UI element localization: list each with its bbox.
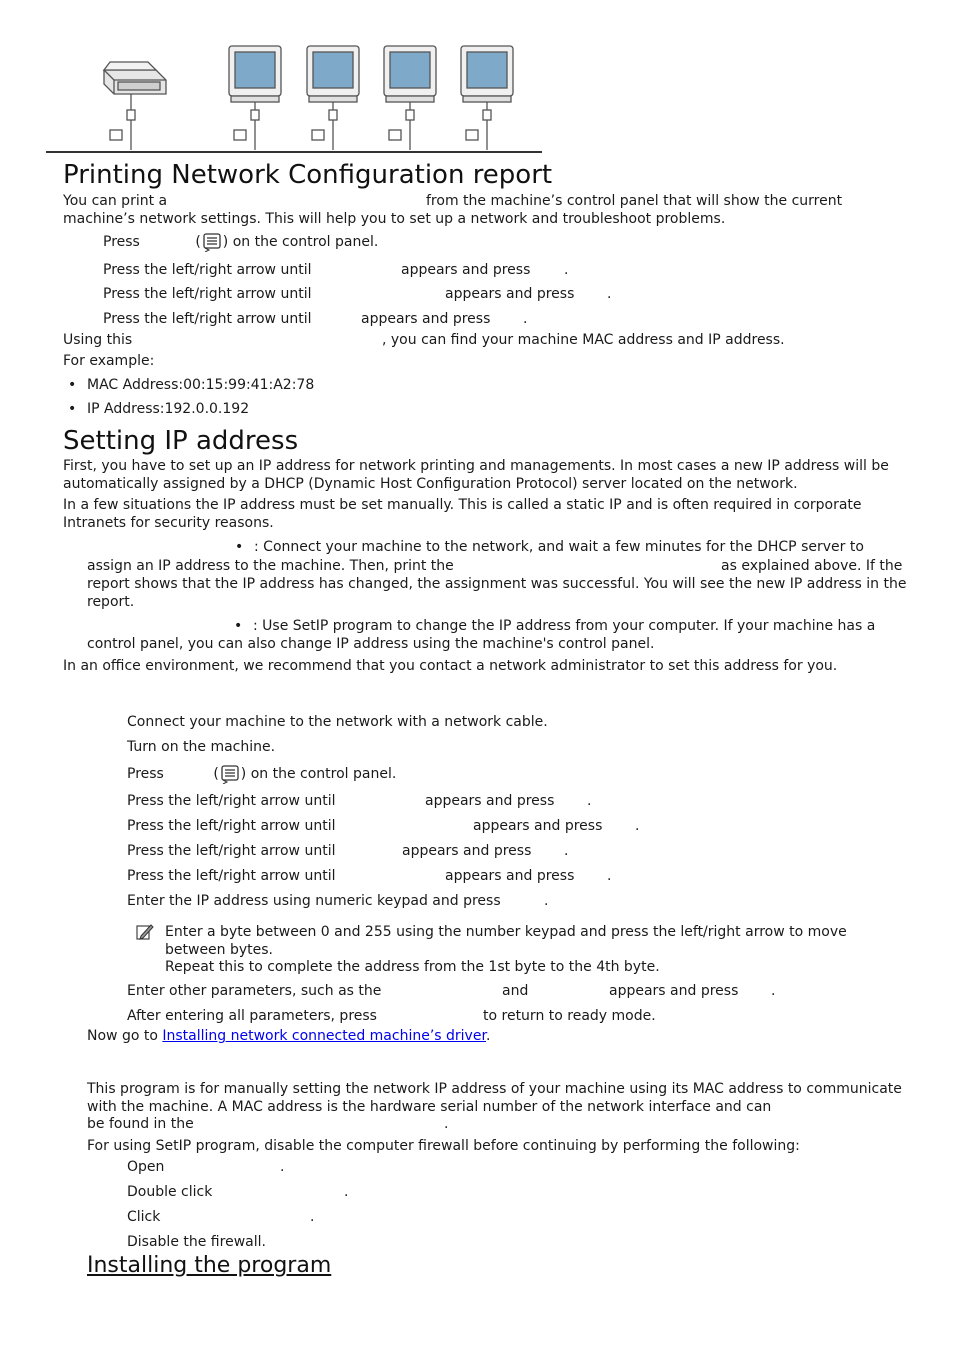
cp-step-other-params-period: . — [771, 983, 776, 999]
cp-step-connect: Connect your machine to the network with a network cable. — [127, 714, 548, 730]
cp-step-other-params-appears: appears and press — [609, 983, 739, 999]
cp-step-arrow-3-period: . — [564, 843, 569, 859]
cp-step-arrow-4: Press the left/right arrow until — [127, 868, 336, 884]
note-text-repeat: Repeat this to complete the address from the 1st byte to the 4th byte. — [165, 959, 660, 975]
using-this-b: , you can find your machine MAC address and IP address. — [382, 332, 785, 348]
note-pencil-icon — [136, 923, 154, 941]
cp-step-arrow-4-period: . — [607, 868, 612, 884]
firewall-step-open: Open — [127, 1159, 165, 1175]
menu-button-icon — [201, 232, 223, 252]
firewall-step-click-period: . — [310, 1209, 315, 1225]
firewall-step-open-period: . — [280, 1159, 285, 1175]
using-this-a: Using this — [63, 332, 133, 348]
network-diagram-illustration — [44, 40, 544, 156]
cp-step-arrow-1-appears: appears and press — [425, 793, 555, 809]
cp-step-other-params-and: and — [502, 983, 529, 999]
cp-step-arrow-3: Press the left/right arrow until — [127, 843, 336, 859]
setip-paragraph-2: For using SetIP program, disable the computer firewall before continuing by performing the following: — [87, 1138, 800, 1154]
example-mac-address: • MAC Address:00:15:99:41:A2:78 — [87, 377, 314, 395]
driver-install-link[interactable]: Installing network connected machine’s driver — [162, 1028, 486, 1044]
setting-ip-paragraph-1: First, you have to set up an IP address for network printing and managements. In most cases a new IP address will be automatically assigned by a DHCP (Dynamic Host Configuration Protocol) server located on the network. — [63, 458, 889, 492]
cp-step-arrow-2-appears: appears and press — [473, 818, 603, 834]
setip-paragraph-1: This program is for manually setting the network IP address of your machine using its MAC address to communicate with the machine. A MAC address is the hardware serial number of the network interface and can — [87, 1081, 902, 1115]
cp-step-arrow-1: Press the left/right arrow until — [127, 793, 336, 809]
computer-monitor-icon-4 — [461, 46, 513, 102]
setip-paragraph-1-end: be found in the — [87, 1116, 194, 1132]
dhcp-bullet-line-2a: assign an IP address to the machine. Then, print the — [87, 558, 454, 574]
report-step-3-appears: appears and press — [445, 286, 575, 302]
cp-step-enter-ip: Enter the IP address using numeric keypad and press — [127, 893, 501, 909]
report-step-2-period: . — [564, 262, 569, 278]
report-step-3-prefix: Press the left/right arrow until — [103, 286, 312, 302]
report-step-4-prefix: Press the left/right arrow until — [103, 311, 312, 327]
intro-text-a: You can print a — [63, 193, 168, 209]
for-example-label: For example: — [63, 353, 155, 369]
cp-step-other-params-a: Enter other parameters, such as the — [127, 983, 382, 999]
menu-button-icon — [219, 764, 241, 784]
cp-step-arrow-2: Press the left/right arrow until — [127, 818, 336, 834]
cp-step-enter-ip-period: . — [544, 893, 549, 909]
report-step-2-prefix: Press the left/right arrow until — [103, 262, 312, 278]
dhcp-bullet-line-1: • : Connect your machine to the network, and wait a few minutes for the DHCP server to — [87, 539, 864, 557]
report-step-3-period: . — [607, 286, 612, 302]
computer-monitor-icon-2 — [307, 46, 359, 102]
report-step-4-appears: appears and press — [361, 311, 491, 327]
cp-step-press-menu: Press ( ) on the control panel. — [127, 766, 397, 782]
computer-monitor-icon-1 — [229, 46, 281, 102]
computer-monitor-icon-3 — [384, 46, 436, 102]
report-step-1: Press ( ) on the control panel. — [103, 234, 379, 250]
cp-step-turn-on: Turn on the machine. — [127, 739, 276, 755]
now-go-to-line: Now go to Installing network connected machine’s driver. — [87, 1028, 491, 1044]
installing-program-heading: Installing the program — [87, 1253, 332, 1278]
report-step-4-period: . — [523, 311, 528, 327]
example-ip-address: • IP Address:192.0.0.192 — [87, 401, 249, 419]
setting-ip-paragraph-2: In a few situations the IP address must be set manually. This is called a static IP and is often required in corporate Intranets for security reasons. — [63, 497, 862, 531]
dhcp-bullet-line-3: report shows that the IP address has changed, the assignment was successful. You will see the new IP address in the report. — [87, 576, 907, 610]
firewall-step-click: Click — [127, 1209, 161, 1225]
firewall-step-disable: Disable the firewall. — [127, 1234, 266, 1250]
cp-step-after-entering-a: After entering all parameters, press — [127, 1008, 377, 1024]
section-title-setting-ip: Setting IP address — [63, 426, 299, 456]
note-text-bytes: Enter a byte between 0 and 255 using the number keypad and press the left/right arrow to move between bytes. — [165, 924, 847, 958]
firewall-step-double-click: Double click — [127, 1184, 213, 1200]
cp-step-arrow-3-appears: appears and press — [402, 843, 532, 859]
office-environment-text: In an office environment, we recommend that you contact a network administrator to set this address for you. — [63, 658, 838, 674]
intro-text-b: from the machine’s control panel that will show the current machine’s network settings. This will help you to set up a network and troubleshoot problems. — [63, 193, 843, 227]
dhcp-bullet-line-2b: as explained above. If the — [721, 558, 903, 574]
cp-step-after-entering-b: to return to ready mode. — [483, 1008, 656, 1024]
firewall-step-double-click-period: . — [344, 1184, 349, 1200]
cp-step-arrow-2-period: . — [635, 818, 640, 834]
printer-icon — [104, 62, 166, 94]
section-title-network-report: Printing Network Configuration report — [63, 160, 553, 190]
report-step-2-appears: appears and press — [401, 262, 531, 278]
static-bullet: • : Use SetIP program to change the IP address from your computer. If your machine has a control panel, you can also change IP address using the machine's control panel. — [87, 618, 913, 653]
cp-step-arrow-1-period: . — [587, 793, 592, 809]
setip-paragraph-1-period: . — [444, 1116, 449, 1132]
cp-step-arrow-4-appears: appears and press — [445, 868, 575, 884]
